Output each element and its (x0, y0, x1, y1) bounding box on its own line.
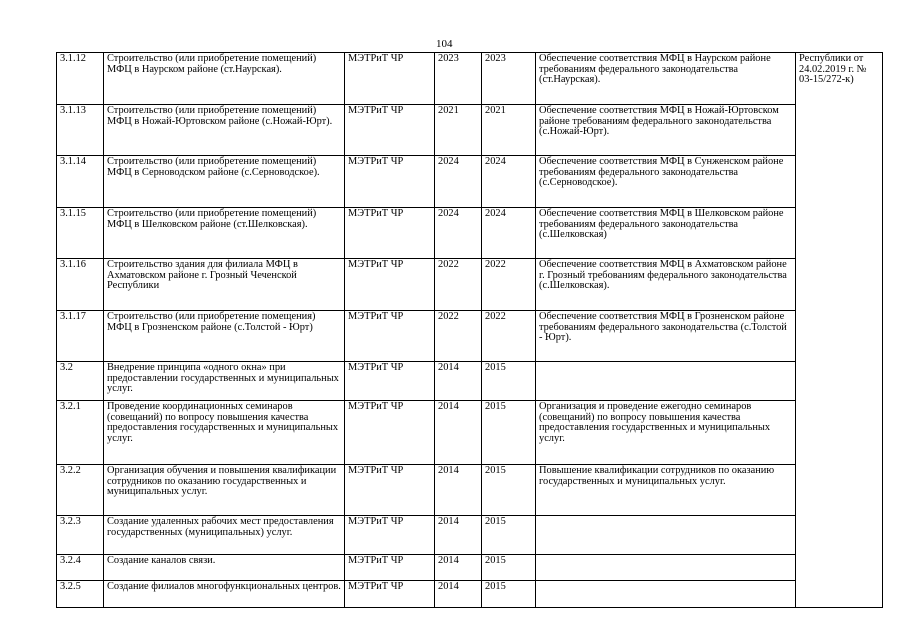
item-number: 3.2.1 (57, 401, 104, 465)
item-expected-result (536, 516, 796, 555)
item-end-year: 2022 (482, 259, 536, 311)
table-row (57, 311, 883, 362)
item-action: Организация обучения и повышения квалификации сотрудников по оказанию государственных и муниципальных услуг. (104, 465, 345, 516)
item-executor: МЭТРиТ ЧР (345, 53, 435, 105)
item-end-year: 2015 (482, 581, 536, 608)
item-expected-result (536, 581, 796, 608)
item-end-year: 2015 (482, 401, 536, 465)
item-end-year: 2015 (482, 555, 536, 581)
item-expected-result: Обеспечение соответствия МФЦ в Наурском районе требованиям федерального законодательства (ст.Наурская). (536, 53, 796, 105)
item-executor: МЭТРиТ ЧР (345, 465, 435, 516)
item-start-year: 2014 (435, 362, 482, 401)
item-executor: МЭТРиТ ЧР (345, 208, 435, 259)
item-action: Строительство (или приобретение помещения) МФЦ в Грозненском районе (с.Толстой - Юрт) (104, 311, 345, 362)
item-expected-result: Обеспечение соответствия МФЦ в Сунженском районе требованиям федерального законодательства (с.Серноводское). (536, 156, 796, 208)
item-action: Создание удаленных рабочих мест предоставления государственных (муниципальных) услуг. (104, 516, 345, 555)
item-end-year: 2021 (482, 105, 536, 156)
item-expected-result: Повышение квалификации сотрудников по оказанию государственных и муниципальных услуг. (536, 465, 796, 516)
table-row (57, 156, 883, 208)
item-expected-result (536, 555, 796, 581)
table-row (57, 259, 883, 311)
item-expected-result: Обеспечение соответствия МФЦ в Ножай-Юртовском районе требованиям федерального законодательства (с.Ножай-Юрт). (536, 105, 796, 156)
item-number: 3.1.14 (57, 156, 104, 208)
item-end-year: 2024 (482, 156, 536, 208)
table-row (57, 465, 883, 516)
item-start-year: 2014 (435, 401, 482, 465)
item-action: Строительство (или приобретение помещений) МФЦ в Ножай-Юртовском районе (с.Ножай-Юрт). (104, 105, 345, 156)
item-number: 3.2.3 (57, 516, 104, 555)
item-start-year: 2021 (435, 105, 482, 156)
table-row (57, 208, 883, 259)
item-start-year: 2023 (435, 53, 482, 105)
item-number: 3.1.13 (57, 105, 104, 156)
table-row (57, 53, 883, 105)
note-continuation: Республики от 24.02.2019 г. № 03-15/272-к) (796, 53, 883, 608)
item-action: Создание филиалов многофункциональных центров. (104, 581, 345, 608)
item-expected-result: Обеспечение соответствия МФЦ в Ахматовском районе г. Грозный требованиям федерального законодательства (с.Шелковская). (536, 259, 796, 311)
item-start-year: 2022 (435, 259, 482, 311)
item-executor: МЭТРиТ ЧР (345, 401, 435, 465)
item-action: Строительство (или приобретение помещений) МФЦ в Шелковском районе (ст.Шелковская). (104, 208, 345, 259)
item-expected-result (536, 362, 796, 401)
item-number: 3.2.2 (57, 465, 104, 516)
item-end-year: 2015 (482, 362, 536, 401)
item-start-year: 2014 (435, 581, 482, 608)
table-row (57, 401, 883, 465)
item-start-year: 2014 (435, 516, 482, 555)
item-end-year: 2024 (482, 208, 536, 259)
item-end-year: 2015 (482, 516, 536, 555)
item-start-year: 2014 (435, 465, 482, 516)
item-action: Строительство (или приобретение помещений) МФЦ в Серноводском районе (с.Серноводское). (104, 156, 345, 208)
item-executor: МЭТРиТ ЧР (345, 555, 435, 581)
item-number: 3.1.17 (57, 311, 104, 362)
item-expected-result: Организация и проведение ежегодно семинаров (совещаний) по вопросу повышения качества предоставления государственных и муниципальных услуг. (536, 401, 796, 465)
item-action: Проведение координационных семинаров (совещаний) по вопросу повышения качества предоставления государственных и муниципальных услуг. (104, 401, 345, 465)
item-start-year: 2014 (435, 555, 482, 581)
table-row (57, 105, 883, 156)
item-executor: МЭТРиТ ЧР (345, 516, 435, 555)
item-number: 3.2.5 (57, 581, 104, 608)
item-executor: МЭТРиТ ЧР (345, 259, 435, 311)
table-row (57, 581, 883, 608)
item-executor: МЭТРиТ ЧР (345, 156, 435, 208)
item-start-year: 2024 (435, 156, 482, 208)
item-end-year: 2022 (482, 311, 536, 362)
item-executor: МЭТРиТ ЧР (345, 311, 435, 362)
page-number: 104 (436, 38, 453, 50)
item-executor: МЭТРиТ ЧР (345, 105, 435, 156)
item-action: Создание каналов связи. (104, 555, 345, 581)
item-start-year: 2022 (435, 311, 482, 362)
item-end-year: 2015 (482, 465, 536, 516)
table-row (57, 555, 883, 581)
item-start-year: 2024 (435, 208, 482, 259)
item-number: 3.1.15 (57, 208, 104, 259)
item-number: 3.2 (57, 362, 104, 401)
table-row (57, 516, 883, 555)
item-action: Строительство здания для филиала МФЦ в Ахматовском районе г. Грозный Чеченской Республики (104, 259, 345, 311)
table-row (57, 362, 883, 401)
item-number: 3.2.4 (57, 555, 104, 581)
item-executor: МЭТРиТ ЧР (345, 581, 435, 608)
item-action: Строительство (или приобретение помещений) МФЦ в Наурском районе (ст.Наурская). (104, 53, 345, 105)
item-expected-result: Обеспечение соответствия МФЦ в Грозненском районе требованиям федерального законодательства (с.Толстой - Юрт). (536, 311, 796, 362)
item-action: Внедрение принципа «одного окна» при предоставлении государственных и муниципальных услуг. (104, 362, 345, 401)
item-end-year: 2023 (482, 53, 536, 105)
program-table (56, 52, 883, 608)
item-expected-result: Обеспечение соответствия МФЦ в Шелковском районе требованиям федерального законодательства (с.Шелковская) (536, 208, 796, 259)
item-number: 3.1.16 (57, 259, 104, 311)
item-executor: МЭТРиТ ЧР (345, 362, 435, 401)
item-number: 3.1.12 (57, 53, 104, 105)
